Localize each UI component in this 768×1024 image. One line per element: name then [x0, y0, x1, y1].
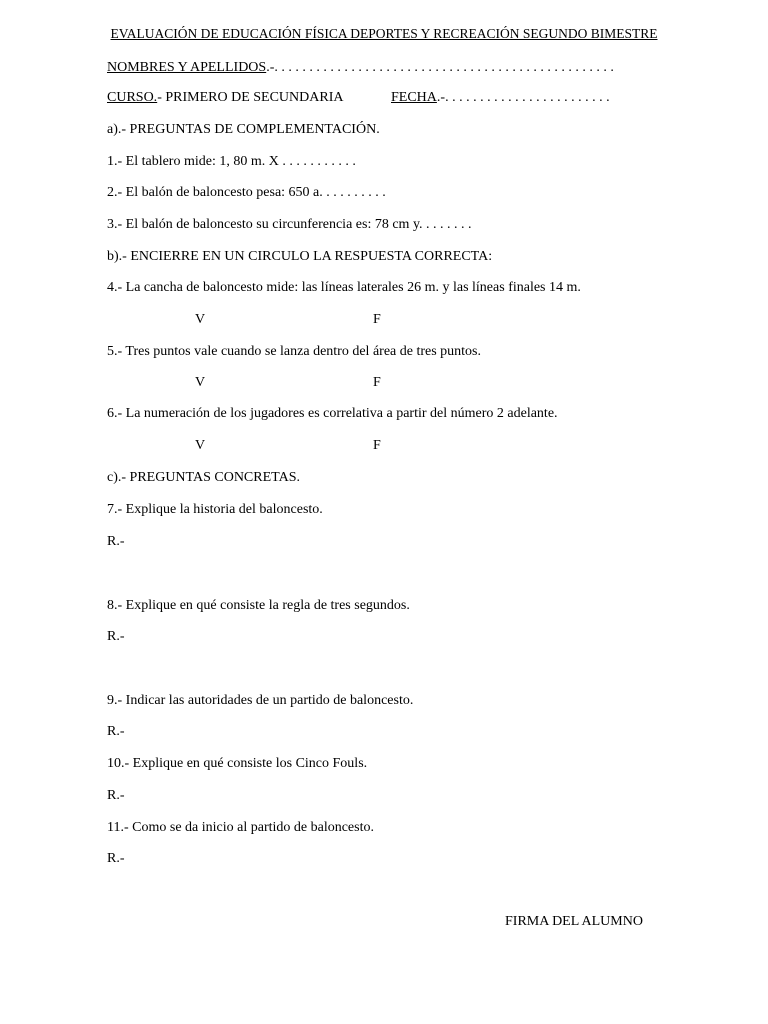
answer-7: R.- [107, 534, 125, 549]
name-label: NOMBRES Y APELLIDOS [107, 60, 267, 75]
question-6: 6.- La numeración de los jugadores es correlativa a partir del número 2 adelante. [107, 406, 558, 421]
question-8: 8.- Explique en qué consiste la regla de tres segundos. [107, 598, 410, 613]
answer-8: R.- [107, 629, 125, 644]
question-11: 11.- Como se da inicio al partido de baloncesto. [107, 820, 374, 835]
section-a-heading: a).- PREGUNTAS DE COMPLEMENTACIÓN. [107, 122, 380, 137]
q5-option-false: F [373, 375, 381, 390]
signature-label: FIRMA DEL ALUMNO [505, 914, 643, 929]
date-line [391, 90, 610, 106]
course-label: CURSO. [107, 90, 158, 105]
q6-option-true: V [195, 438, 206, 453]
question-5: 5.- Tres puntos vale cuando se lanza dentro del área de tres puntos. [107, 344, 482, 359]
q4-option-false: F [373, 312, 381, 327]
date-blank: .-. . . . . . . . . . . . . . . . . . . . . . . . [436, 90, 610, 105]
name-line [107, 60, 614, 76]
q5-option-true: V [195, 375, 206, 390]
question-9: 9.- Indicar las autoridades de un partido de baloncesto. [107, 693, 414, 708]
answer-9: R.- [107, 724, 125, 739]
course-value: - PRIMERO DE SECUNDARIA [157, 90, 344, 105]
section-b-heading: b).- ENCIERRE EN UN CIRCULO LA RESPUESTA CORRECTA: [107, 249, 493, 264]
question-7: 7.- Explique la historia del baloncesto. [107, 502, 323, 517]
name-blank: .-. . . . . . . . . . . . . . . . . . . . . . . . . . . . . . . . . . . . . . . . . . . . . . . . . [266, 60, 614, 75]
answer-10: R.- [107, 788, 125, 803]
course-line [107, 90, 343, 106]
question-10: 10.- Explique en qué consiste los Cinco Fouls. [107, 756, 368, 771]
q6-option-false: F [373, 438, 381, 453]
section-c-heading: c).- PREGUNTAS CONCRETAS. [107, 470, 300, 485]
question-3: 3.- El balón de baloncesto su circunferencia es: 78 cm y. . . . . . . . [107, 217, 472, 232]
page-title: EVALUACIÓN DE EDUCACIÓN FÍSICA DEPORTES Y RECREACIÓN SEGUNDO BIMESTRE [110, 26, 658, 41]
question-1: 1.- El tablero mide: 1, 80 m. X . . . . . . . . . . . [107, 154, 356, 169]
date-label: FECHA [391, 90, 437, 105]
q4-option-true: V [195, 312, 206, 327]
answer-11: R.- [107, 851, 125, 866]
question-2: 2.- El balón de baloncesto pesa: 650 a. . . . . . . . . . [107, 185, 386, 200]
question-4: 4.- La cancha de baloncesto mide: las líneas laterales 26 m. y las líneas finales 14 m. [107, 280, 581, 295]
